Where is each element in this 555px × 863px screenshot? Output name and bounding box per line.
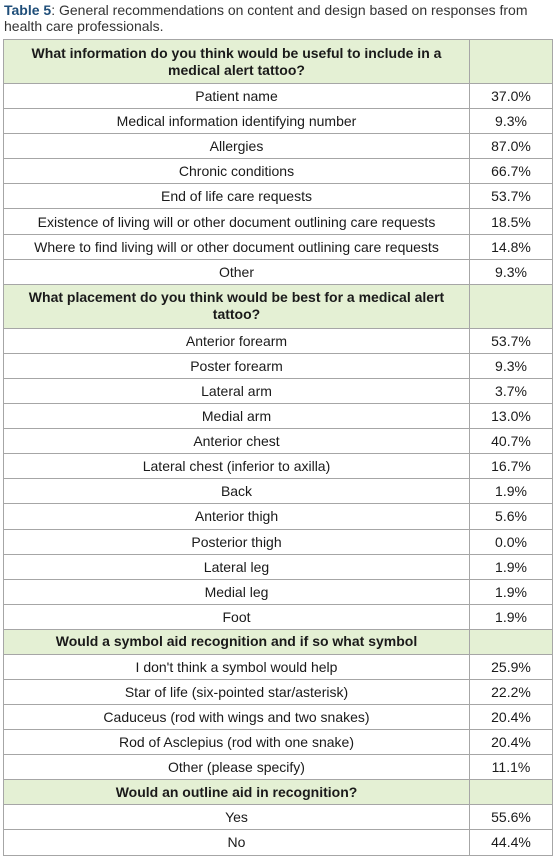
answer-value: 0.0% [470, 529, 553, 554]
answer-label: Rod of Asclepius (rod with one snake) [4, 730, 470, 755]
answer-value: 40.7% [470, 429, 553, 454]
answer-label: Medial arm [4, 404, 470, 429]
table-row [4, 259, 553, 284]
table-row [4, 84, 553, 109]
table-row [4, 679, 553, 704]
answer-value: 9.3% [470, 259, 553, 284]
table-row [4, 579, 553, 604]
table-row [4, 184, 553, 209]
section-header-empty [470, 40, 553, 84]
table-caption [0, 0, 555, 39]
answer-label: Anterior thigh [4, 504, 470, 529]
answer-value: 53.7% [470, 328, 553, 353]
answer-value: 55.6% [470, 805, 553, 830]
table-row [4, 454, 553, 479]
section-question: What placement do you think would be best for a medical alert tattoo? [4, 284, 470, 328]
section-header-empty [470, 629, 553, 654]
answer-label: Allergies [4, 134, 470, 159]
answer-label: Chronic conditions [4, 159, 470, 184]
answer-label: Anterior chest [4, 429, 470, 454]
answer-label: Medial leg [4, 579, 470, 604]
answer-value: 20.4% [470, 705, 553, 730]
table-row [4, 209, 553, 234]
survey-results-table [3, 39, 553, 856]
answer-value: 66.7% [470, 159, 553, 184]
answer-value: 22.2% [470, 679, 553, 704]
table-row [4, 554, 553, 579]
answer-label: No [4, 830, 470, 855]
table-row [4, 234, 553, 259]
answer-label: Patient name [4, 84, 470, 109]
section-header-row [4, 40, 553, 84]
table-row [4, 805, 553, 830]
table-row [4, 159, 553, 184]
table-row [4, 378, 553, 403]
answer-label: Lateral chest (inferior to axilla) [4, 454, 470, 479]
answer-value: 5.6% [470, 504, 553, 529]
table-row [4, 755, 553, 780]
answer-label: Yes [4, 805, 470, 830]
table-row [4, 109, 553, 134]
section-header-row [4, 284, 553, 328]
table-row [4, 604, 553, 629]
answer-label: Where to find living will or other document outlining care requests [4, 234, 470, 259]
answer-value: 13.0% [470, 404, 553, 429]
section-header-empty [470, 780, 553, 805]
table-row [4, 654, 553, 679]
answer-label: End of life care requests [4, 184, 470, 209]
table-row [4, 404, 553, 429]
answer-label: Medical information identifying number [4, 109, 470, 134]
answer-value: 16.7% [470, 454, 553, 479]
answer-value: 18.5% [470, 209, 553, 234]
answer-value: 1.9% [470, 604, 553, 629]
answer-label: Poster forearm [4, 353, 470, 378]
answer-label: Back [4, 479, 470, 504]
answer-label: Posterior thigh [4, 529, 470, 554]
answer-value: 1.9% [470, 479, 553, 504]
answer-label: Other (please specify) [4, 755, 470, 780]
answer-value: 25.9% [470, 654, 553, 679]
answer-value: 3.7% [470, 378, 553, 403]
section-header-empty [470, 284, 553, 328]
table-row [4, 504, 553, 529]
table-row [4, 328, 553, 353]
table-row [4, 830, 553, 855]
table-row [4, 479, 553, 504]
answer-label: Lateral arm [4, 378, 470, 403]
answer-label: Foot [4, 604, 470, 629]
section-question: Would an outline aid in recognition? [4, 780, 470, 805]
table-caption-text: : General recommendations on content and design based on responses from health care professionals. [4, 2, 528, 34]
answer-label: Caduceus (rod with wings and two snakes) [4, 705, 470, 730]
answer-value: 9.3% [470, 109, 553, 134]
answer-value: 44.4% [470, 830, 553, 855]
answer-value: 9.3% [470, 353, 553, 378]
answer-label: Lateral leg [4, 554, 470, 579]
table-row [4, 353, 553, 378]
answer-label: I don't think a symbol would help [4, 654, 470, 679]
table-caption-label: Table 5 [4, 2, 52, 18]
answer-label: Other [4, 259, 470, 284]
section-question: Would a symbol aid recognition and if so what symbol [4, 629, 470, 654]
answer-label: Existence of living will or other document outlining care requests [4, 209, 470, 234]
answer-label: Star of life (six-pointed star/asterisk) [4, 679, 470, 704]
section-header-row [4, 780, 553, 805]
table-row [4, 429, 553, 454]
table-row [4, 730, 553, 755]
answer-value: 20.4% [470, 730, 553, 755]
section-header-row [4, 629, 553, 654]
section-question: What information do you think would be useful to include in a medical alert tattoo? [4, 40, 470, 84]
answer-value: 1.9% [470, 579, 553, 604]
answer-value: 87.0% [470, 134, 553, 159]
answer-value: 11.1% [470, 755, 553, 780]
answer-label: Anterior forearm [4, 328, 470, 353]
table-row [4, 134, 553, 159]
answer-value: 53.7% [470, 184, 553, 209]
table-row [4, 705, 553, 730]
answer-value: 37.0% [470, 84, 553, 109]
answer-value: 1.9% [470, 554, 553, 579]
table-row [4, 529, 553, 554]
answer-value: 14.8% [470, 234, 553, 259]
